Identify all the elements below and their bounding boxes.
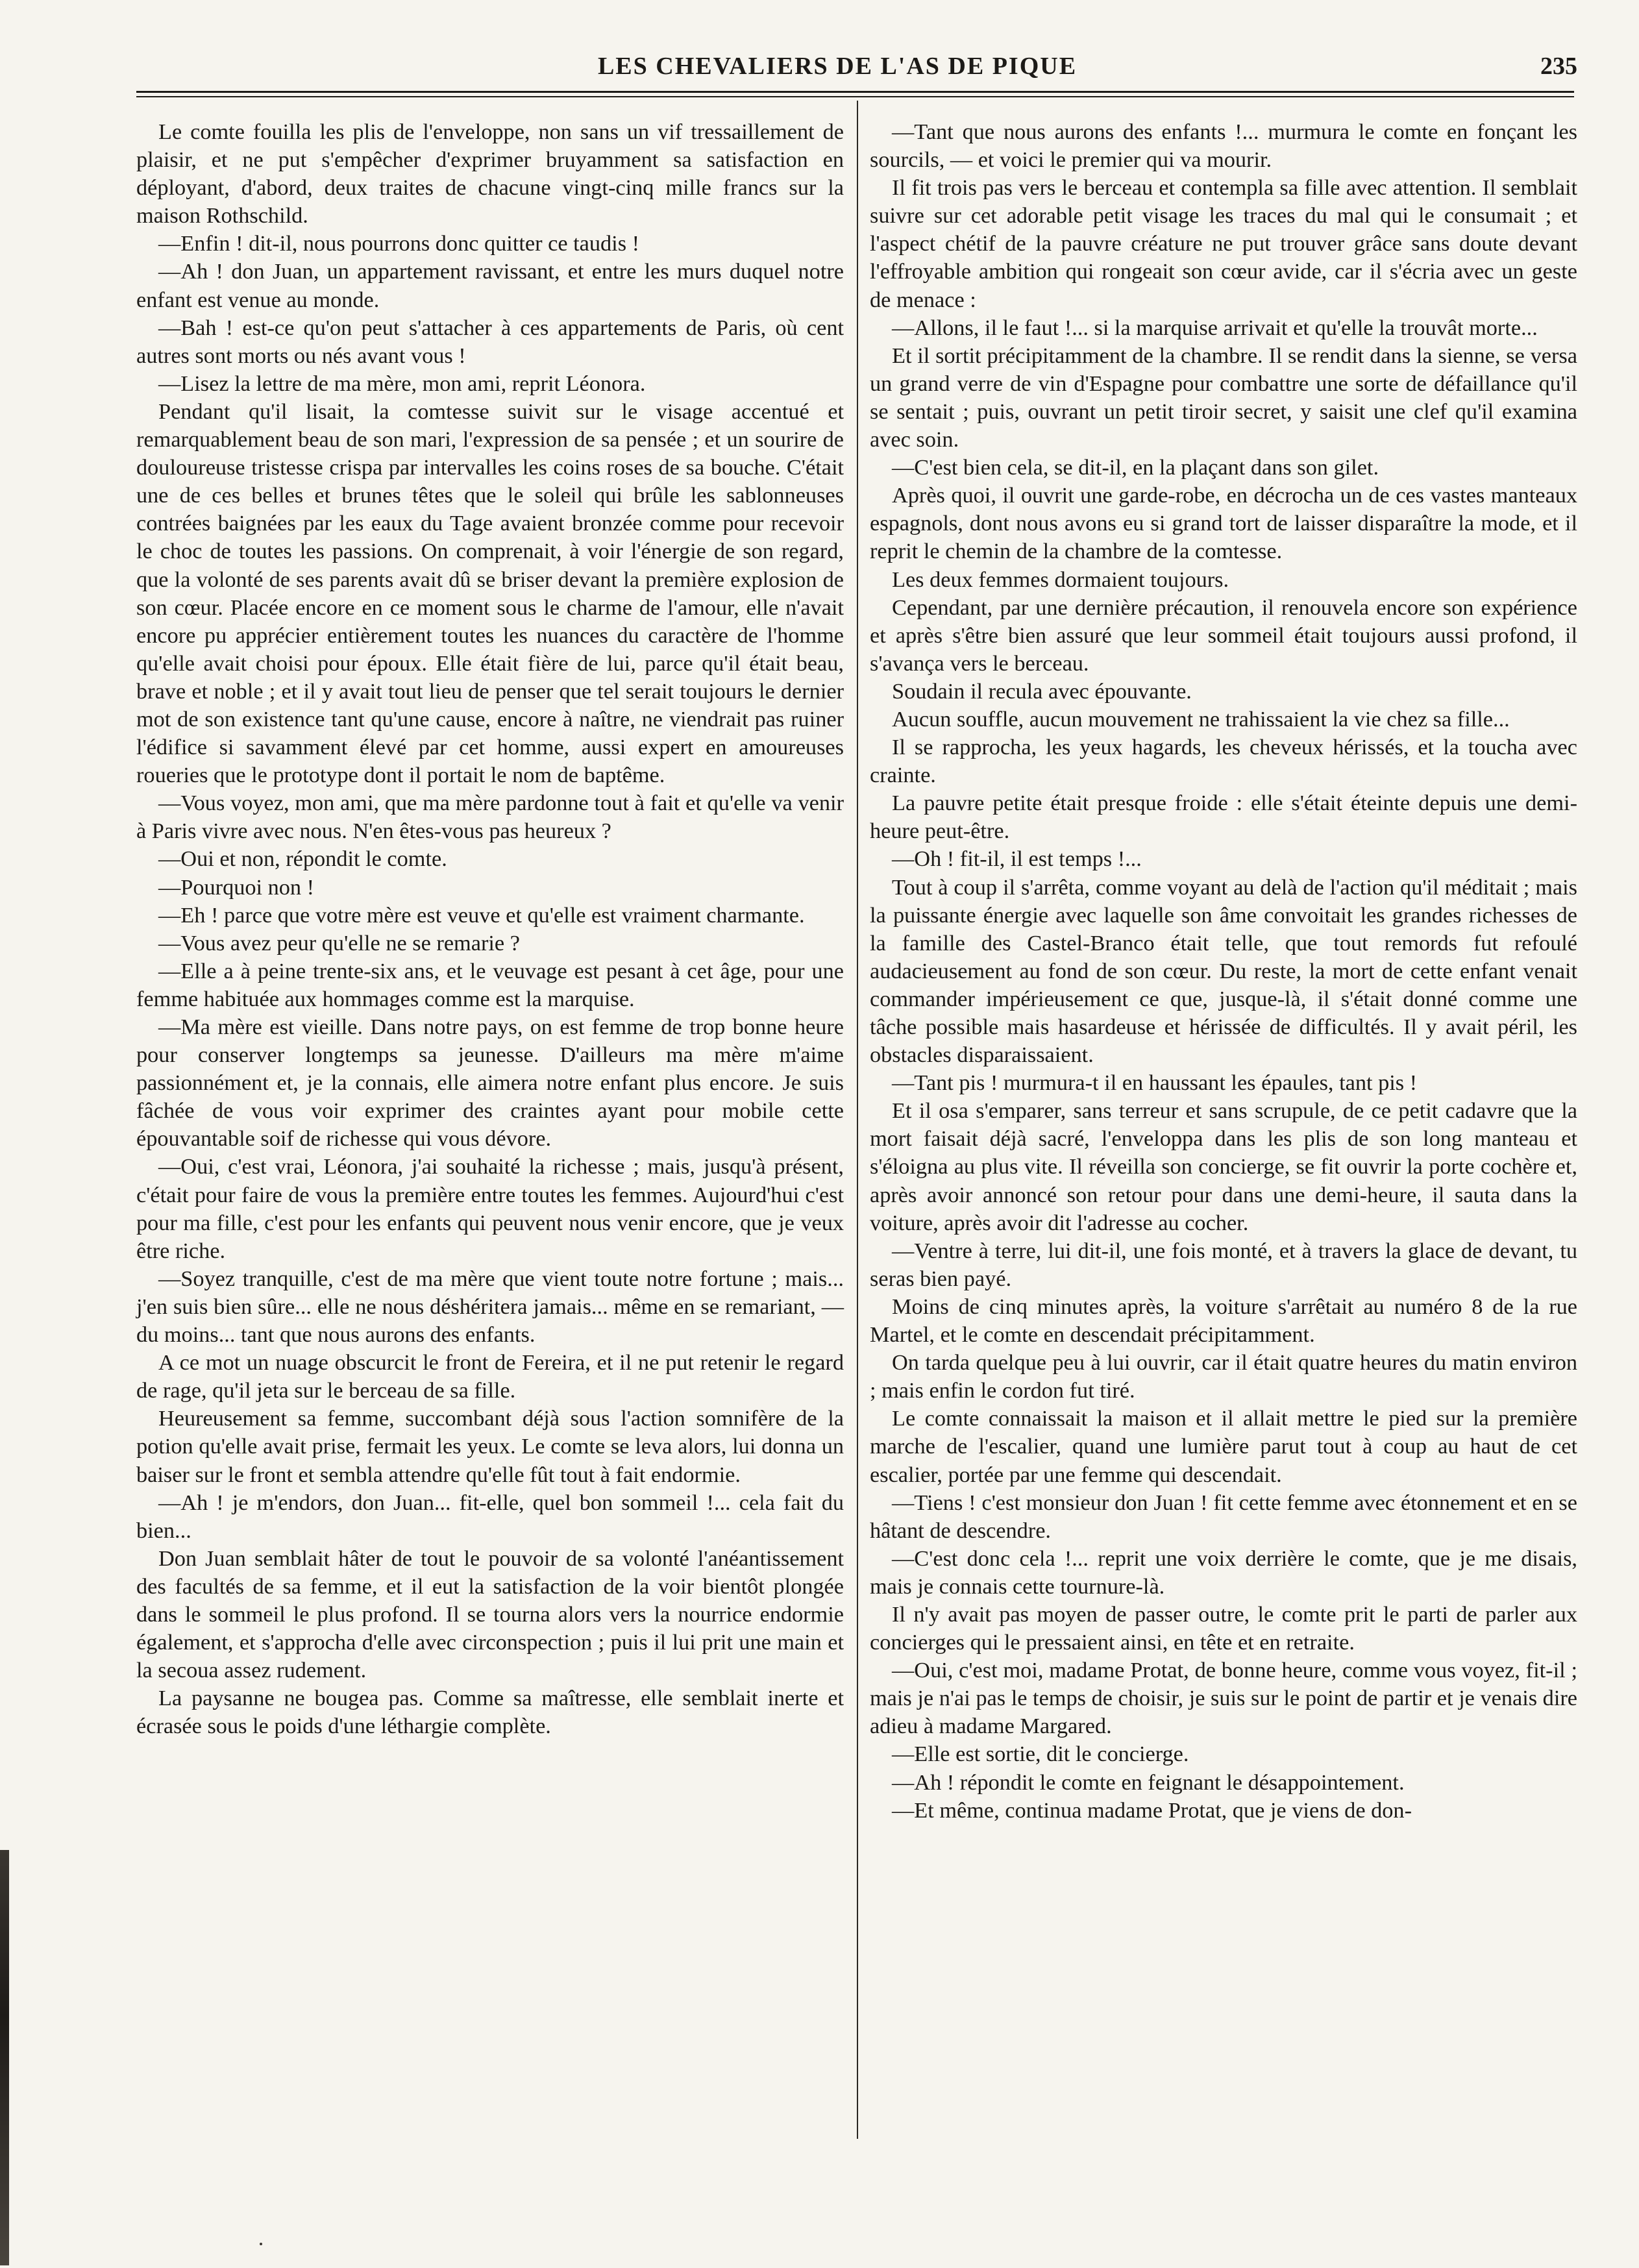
paragraph: Et il sortit précipitamment de la chambre. Il se rendit dans la sienne, se versa un grand verre de vin d'Espagne pour combattre une sorte de défaillance qu'il se sentait ; puis, ouvrant un petit tiroir secret, y saisit une clef qu'il examina avec soin.	[870, 343, 1577, 452]
page-header	[97, 52, 1577, 84]
paragraph: —Tant que nous aurons des enfants !... murmura le comte en fonçant les sourcils, — et voici le premier qui va mourir.	[870, 119, 1577, 173]
paragraph: —Enfin ! dit-il, nous pourrons donc quitter ce taudis !	[158, 231, 640, 256]
paragraph: Après quoi, il ouvrit une garde-robe, en décrocha un de ces vastes manteaux espagnols, dont nous avons eu si grand tort de laisser disparaître la mode, et il reprit le chemin de la chambre de la comtesse.	[870, 483, 1577, 564]
paragraph: —C'est bien cela, se dit-il, en la plaçant dans son gilet.	[892, 455, 1379, 480]
column-divider	[857, 101, 858, 2139]
paragraph: Et il osa s'emparer, sans terreur et sans scrupule, de ce petit cadavre que la mort faisait déjà sacré, l'enveloppa dans les plis de son long manteau et s'éloigna au plus vite. Il réveilla son concierge, se fit ouvrir la porte cochère et, après avoir annoncé son retour pour dans une demi-heure, il sauta dans la voiture, après avoir dit l'adresse au cocher.	[870, 1098, 1577, 1235]
header-rule-thin	[136, 96, 1574, 97]
left-column	[136, 118, 844, 1740]
paragraph: —Eh ! parce que votre mère est veuve et qu'elle est vraiment charmante.	[158, 902, 805, 928]
paragraph: —Tiens ! c'est monsieur don Juan ! fit cette femme avec étonnement et en se hâtant de descendre.	[870, 1490, 1577, 1543]
paragraph: Il se rapprocha, les yeux hagards, les cheveux hérissés, et la toucha avec crainte.	[870, 735, 1577, 788]
paragraph: —Oui, c'est vrai, Léonora, j'ai souhaité la richesse ; mais, jusqu'à présent, c'était pour faire de vous la première entre toutes les femmes. Aujourd'hui c'est pour ma fille, c'est pour les enfants qui peuvent nous venir encore, que je veux être riche.	[136, 1154, 844, 1263]
paragraph: —C'est donc cela !... reprit une voix derrière le comte, que je me disais, mais je connais cette tournure-là.	[870, 1546, 1577, 1599]
paragraph: A ce mot un nuage obscurcit le front de Fereira, et il ne put retenir le regard de rage, qu'il jeta sur le berceau de sa fille.	[136, 1350, 844, 1403]
paragraph: —Oui, c'est moi, madame Protat, de bonne heure, comme vous voyez, fit-il ; mais je n'ai pas le temps de choisir, je suis sur le point de partir et je venais dire adieu à madame Margared.	[870, 1658, 1577, 1739]
paragraph: Il fit trois pas vers le berceau et contempla sa fille avec attention. Il semblait suivre sur cet adorable petit visage les traces du mal qui le consumait ; et l'aspect chétif de la pauvre créature ne put trouver grâce sans doute devant l'effroyable ambition qui rongeait son cœur avide, car il s'écria avec un geste de menace :	[870, 175, 1577, 312]
paragraph: —Et même, continua madame Protat, que je viens de don-	[892, 1797, 1412, 1823]
paragraph: Le comte connaissait la maison et il allait mettre le pied sur la première marche de l'escalier, quand une lumière parut tout à coup au haut de cet escalier, portée par une femme qui descendait.	[870, 1406, 1577, 1487]
paragraph: —Allons, il le faut !... si la marquise arrivait et qu'elle la trouvât morte...	[892, 315, 1538, 340]
paragraph: —Ma mère est vieille. Dans notre pays, on est femme de trop bonne heure pour conserver longtemps sa jeunesse. D'ailleurs ma mère m'aime passionnément et, je la connais, elle aimera notre enfant plus encore. Je suis fâchée de vous voir exprimer des craintes ayant pour mobile cette épouvantable soif de richesse qui vous dévore.	[136, 1015, 844, 1152]
paragraph: —Elle est sortie, dit le concierge.	[892, 1742, 1189, 1767]
paragraph: —Vous voyez, mon ami, que ma mère pardonne tout à fait et qu'elle va venir à Paris vivre avec nous. N'en êtes-vous pas heureux ?	[136, 791, 844, 844]
paragraph: Heureusement sa femme, succombant déjà sous l'action somnifère de la potion qu'elle avait prise, fermait les yeux. Le comte se leva alors, lui donna un baiser sur le front et sembla attendre qu'elle fût tout à fait endormie.	[136, 1406, 844, 1487]
paragraph: Moins de cinq minutes après, la voiture s'arrêtait au numéro 8 de la rue Martel, et le comte en descendait précipitamment.	[870, 1294, 1577, 1348]
paragraph: —Oh ! fit-il, il est temps !...	[892, 846, 1142, 872]
paragraph: Il n'y avait pas moyen de passer outre, le comte prit le parti de parler aux concierges qui le pressaient ainsi, en tête et en retraite.	[870, 1601, 1577, 1655]
paragraph: On tarda quelque peu à lui ouvrir, car il était quatre heures du matin environ ; mais enfin le cordon fut tiré.	[870, 1350, 1577, 1403]
paragraph: Tout à coup il s'arrêta, comme voyant au delà de l'action qu'il méditait ; mais la puissante énergie avec laquelle son âme convoitait les grandes richesses de la famille des Castel-Branco était telle, que tout remords fut refoulé audacieusement au fond de son cœur. Du reste, la mort de cette enfant venait commander impérieusement ce que, jusque-là, il s'était donné comme une tâche possible mais hasardeuse et hérissée de difficultés. Il y avait péril, les obstacles disparaissaient.	[870, 874, 1577, 1068]
paragraph: Les deux femmes dormaient toujours.	[892, 567, 1229, 592]
paragraph: Le comte fouilla les plis de l'enveloppe, non sans un vif tressaillement de plaisir, et ne put s'empêcher d'exprimer bruyamment sa satisfaction en déployant, d'abord, deux traites de chacune vingt-cinq mille francs sur la maison Rothschild.	[136, 119, 844, 228]
paragraph: —Ah ! je m'endors, don Juan... fit-elle, quel bon sommeil !... cela fait du bien...	[136, 1490, 844, 1543]
running-title: LES CHEVALIERS DE L'AS DE PIQUE	[597, 53, 1078, 80]
scan-edge-artifact	[0, 1850, 9, 2265]
paragraph: —Elle a à peine trente-six ans, et le veuvage est pesant à cet âge, pour une femme habituée aux hommages comme est la marquise.	[136, 958, 844, 1011]
paragraph: —Ah ! répondit le comte en feignant le désappointement.	[892, 1769, 1405, 1795]
paragraph: —Bah ! est-ce qu'on peut s'attacher à ces appartements de Paris, où cent autres sont morts ou nés avant vous !	[136, 315, 844, 368]
paragraph: —Ah ! don Juan, un appartement ravissant, et entre les murs duquel notre enfant est venue au monde.	[136, 259, 844, 312]
paragraph: Cependant, par une dernière précaution, il renouvela encore son expérience et après s'être bien assuré que leur sommeil était toujours aussi profond, il s'avança vers le berceau.	[870, 595, 1577, 676]
scan-speck	[260, 2243, 262, 2245]
paragraph: Soudain il recula avec épouvante.	[892, 678, 1192, 704]
paragraph: Pendant qu'il lisait, la comtesse suivit sur le visage accentué et remarquablement beau de son mari, l'expression de sa pensée ; et un sourire de douloureuse tristesse crispa par intervalles les coins roses de sa bouche. C'était une de ces belles et brunes têtes que le soleil qui brûle les sablonneuses contrées baignées par les eaux du Tage avaient bronzée comme pour recevoir le choc de toutes les passions. On comprenait, à voir l'énergie de son regard, que la volonté de ses parents avait dû se briser devant la première explosion de son cœur. Placée encore en ce moment sous le charme de l'amour, elle n'avait encore pu apprécier entièrement toutes les nuances du caractère de l'homme qu'elle avait choisi pour époux. Elle était fière de lui, parce qu'il était beau, brave et noble ; et il y avait tout lieu de penser que tel serait toujours le dernier mot de son existence tant qu'une cause, encore à naître, ne viendrait pas ruiner l'édifice si savamment élevé par cet homme, aussi expert en amoureuses roueries que le prototype dont il portait le nom de baptême.	[136, 399, 844, 788]
paragraph: La paysanne ne bougea pas. Comme sa maîtresse, elle semblait inerte et écrasée sous le poids d'une léthargie complète.	[136, 1686, 844, 1739]
paragraph: —Tant pis ! murmura-t il en haussant les épaules, tant pis !	[892, 1070, 1418, 1096]
paragraph: —Soyez tranquille, c'est de ma mère que vient toute notre fortune ; mais... j'en suis bien sûre... elle ne nous déshéritera jamais... même en se remariant, — du moins... tant que nous aurons des enfants.	[136, 1266, 844, 1348]
right-column	[870, 118, 1577, 1825]
header-rule	[136, 91, 1574, 93]
page-number: 235	[1540, 53, 1577, 80]
paragraph: Don Juan semblait hâter de tout le pouvoir de sa volonté l'anéantissement des facultés de sa femme, et il eut la satisfaction de la voir bientôt plongée dans le sommeil le plus profond. Il se tourna alors vers la nourrice endormie également, et s'approcha d'elle avec circonspection ; puis il lui prit une main et la secoua assez rudement.	[136, 1546, 844, 1683]
paragraph: —Ventre à terre, lui dit-il, une fois monté, et à travers la glace de devant, tu seras bien payé.	[870, 1238, 1577, 1291]
paragraph: —Pourquoi non !	[158, 874, 315, 900]
paragraph: La pauvre petite était presque froide : elle s'était éteinte depuis une demi-heure peut-être.	[870, 791, 1577, 844]
paragraph: —Lisez la lettre de ma mère, mon ami, reprit Léonora.	[158, 371, 646, 396]
paragraph: Aucun souffle, aucun mouvement ne trahissaient la vie chez sa fille...	[892, 706, 1510, 732]
paragraph: —Oui et non, répondit le comte.	[158, 846, 447, 872]
paragraph: —Vous avez peur qu'elle ne se remarie ?	[158, 930, 520, 955]
